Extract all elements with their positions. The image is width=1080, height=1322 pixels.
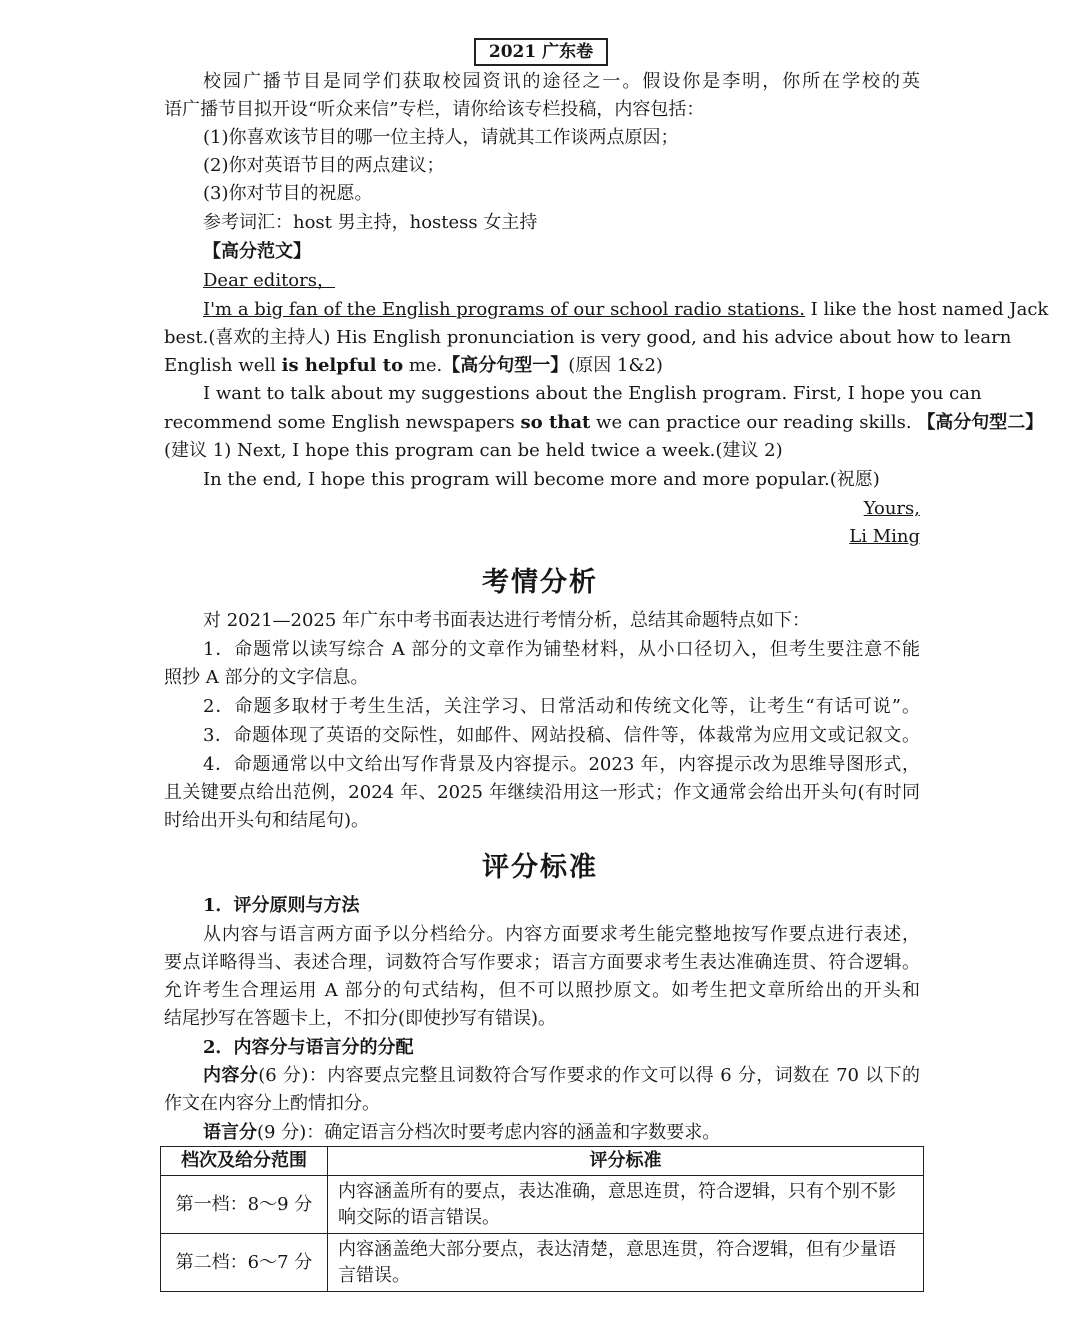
content-score-label: 内容分	[203, 1065, 259, 1086]
analysis-item: 1．命题常以读写综合 A 部分的文章作为铺垫材料，从小口径切入，但考生要注意不能	[203, 639, 920, 660]
section-title-analysis: 考情分析	[482, 567, 598, 598]
prompt-point: (2)你对英语节目的两点建议；	[203, 155, 445, 176]
table-cell-level: 第二档：6～7 分	[161, 1234, 328, 1292]
essay-heading: 【高分范文】	[203, 241, 311, 262]
scoring-subheading: 2．内容分与语言分的分配	[203, 1037, 414, 1058]
sentence-pattern-tag: 【高分句型一】	[442, 355, 569, 376]
analysis-item: 且关键要点给出范例，2024 年、2025 年继续沿用这一形式；作文通常会给出开头句(有时同	[164, 782, 920, 803]
essay-line: best.(喜欢的主持人) His English pronunciation is very good, and his advice about how to learn	[164, 327, 1012, 348]
key-phrase: is helpful to	[281, 355, 404, 376]
table-header-cell: 档次及给分范围	[161, 1147, 328, 1176]
scoring-text: 要点详略得当、表述合理，词数符合写作要求；语言方面要求考生表达准确连贯、符合逻辑。	[164, 952, 920, 973]
vocab-hint: 参考词汇：host 男主持，hostess 女主持	[203, 212, 538, 233]
analysis-intro: 对 2021—2025 年广东中考书面表达进行考情分析，总结其命题特点如下：	[203, 610, 811, 631]
scoring-text: 允许考生合理运用 A 部分的句式结构，但不可以照抄原文。如考生把文章所给出的开头和	[164, 980, 920, 1001]
scoring-text: 结尾抄写在答题卡上，不扣分(即使抄写有错误)。	[164, 1008, 557, 1029]
essay-line: recommend some English newspapers so that we can practice our reading skills. 【高分句型二】	[164, 412, 1044, 433]
prompt-point: (1)你喜欢该节目的哪一位主持人，请就其工作谈两点原因；	[203, 127, 679, 148]
table-cell-desc: 内容涵盖绝大部分要点，表达清楚，意思连贯，符合逻辑，但有少量语言错误。	[328, 1234, 924, 1292]
table-row	[161, 1176, 924, 1234]
section-title-scoring: 评分标准	[482, 852, 598, 883]
analysis-item: 4．命题通常以中文给出写作背景及内容提示。2023 年，内容提示改为思维导图形式，	[203, 754, 920, 775]
underlined-sentence: I'm a big fan of the English programs of our school radio stations.	[203, 299, 805, 320]
essay-line: I want to talk about my suggestions about the English program. First, I hope you can	[203, 383, 982, 404]
prompt-point: (3)你对节目的祝愿。	[203, 183, 373, 204]
key-phrase: so that	[520, 412, 591, 433]
language-score-label: 语言分	[203, 1122, 257, 1143]
exam-title-box: 2021 广东卷	[474, 38, 608, 66]
table-cell-desc: 内容涵盖所有的要点，表达准确，意思连贯，符合逻辑，只有个别不影响交际的语言错误。	[328, 1176, 924, 1234]
table-cell-level: 第一档：8～9 分	[161, 1176, 328, 1234]
table-header-cell: 评分标准	[328, 1147, 924, 1176]
scoring-text: 作文在内容分上酌情扣分。	[164, 1093, 380, 1114]
sentence-pattern-tag: 【高分句型二】	[917, 412, 1044, 433]
essay-closing: Yours,	[863, 498, 920, 519]
table-header-row	[161, 1147, 924, 1176]
analysis-item: 3．命题体现了英语的交际性，如邮件、网站投稿、信件等，体裁常为应用文或记叙文。	[203, 725, 920, 746]
essay-greeting: Dear editors，	[203, 270, 335, 291]
analysis-item: 照抄 A 部分的文字信息。	[164, 667, 369, 688]
analysis-item: 2．命题多取材于考生生活，关注学习、日常活动和传统文化等，让考生“有话可说”。	[203, 696, 920, 717]
scoring-text: 语言分(9 分)：确定语言分档次时要考虑内容的涵盖和字数要求。	[203, 1122, 721, 1143]
prompt-line: 校园广播节目是同学们获取校园资讯的途径之一。假设你是李明，你所在学校的英	[203, 71, 920, 92]
prompt-line: 语广播节目拟开设“听众来信”专栏，请你给该专栏投稿，内容包括：	[164, 99, 705, 120]
essay-signature: Li Ming	[849, 526, 920, 547]
scoring-table	[160, 1146, 924, 1292]
essay-line: In the end, I hope this program will become more and more popular.(祝愿)	[203, 469, 880, 490]
scoring-text: 从内容与语言两方面予以分档给分。内容方面要求考生能完整地按写作要点进行表述，	[203, 924, 920, 945]
essay-line: I'm a big fan of the English programs of our school radio stations. I like the host named Jack	[203, 299, 1049, 320]
scoring-subheading: 1．评分原则与方法	[203, 895, 360, 916]
essay-line: (建议 1) Next, I hope this program can be held twice a week.(建议 2)	[164, 440, 783, 461]
analysis-item: 时给出开头句和结尾句)。	[164, 810, 370, 831]
scoring-text: 内容分(6 分)：内容要点完整且词数符合写作要求的作文可以得 6 分，词数在 70 以下的	[203, 1065, 920, 1086]
essay-line: English well is helpful to me.【高分句型一】(原因 1&2)	[164, 355, 663, 376]
table-row	[161, 1234, 924, 1292]
